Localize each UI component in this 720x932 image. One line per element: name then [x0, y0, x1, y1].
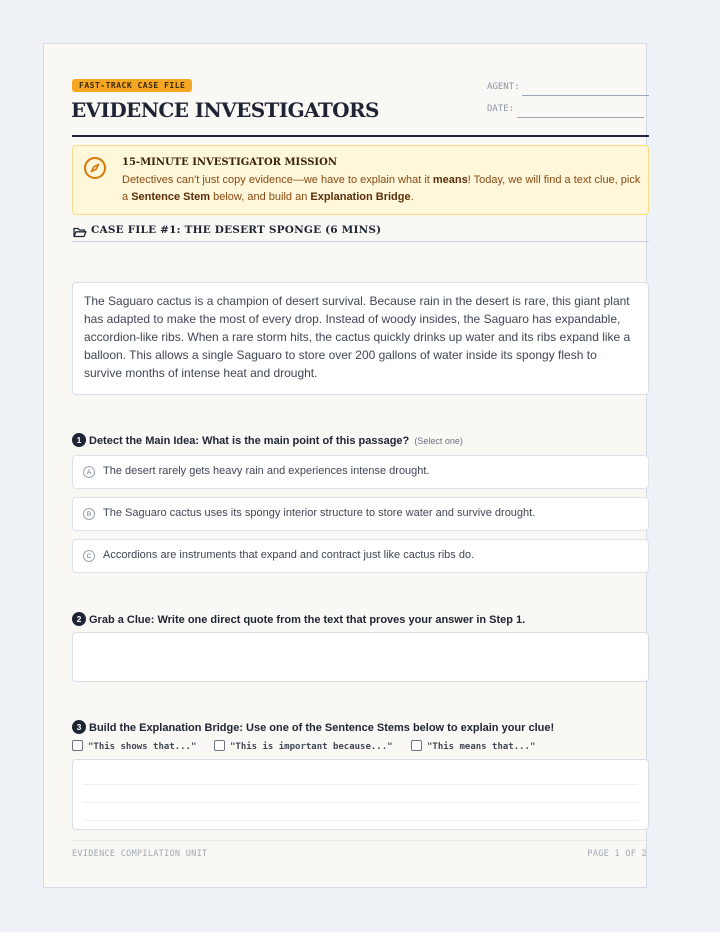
step-2-prompt: 2 Grab a Clue: Write one direct quote from the text that proves your answer in Step 1. — [72, 612, 525, 626]
option-text: The Saguaro cactus uses its spongy interior structure to store water and survive drought. — [103, 507, 536, 519]
mission-text: Detectives can't just copy evidence—we have to explain what it means! Today, we will find a text clue, pick a Sentence Stem below, and build an Explanation Bridge. — [122, 174, 641, 203]
option-letter: C — [83, 550, 95, 562]
option-b[interactable] — [72, 497, 649, 531]
writing-line — [83, 802, 638, 803]
stem-option-1[interactable]: "This shows that..." — [72, 740, 196, 752]
option-a[interactable] — [72, 455, 649, 489]
mission-title: 15-MINUTE INVESTIGATOR MISSION — [122, 157, 337, 168]
writing-line — [83, 820, 638, 821]
footer-unit-label: EVIDENCE COMPILATION UNIT — [72, 849, 208, 859]
date-field[interactable] — [517, 117, 644, 118]
header-divider — [72, 135, 649, 137]
clue-answer-box[interactable] — [72, 632, 649, 682]
checkbox[interactable] — [214, 740, 225, 751]
writing-line — [83, 784, 638, 785]
mission-callout — [72, 145, 649, 215]
checkbox[interactable] — [411, 740, 422, 751]
compass-icon — [84, 157, 106, 179]
case-divider — [72, 241, 649, 242]
step-3-prompt: 3 Build the Explanation Bridge: Use one of the Sentence Stems below to explain your clue! — [72, 720, 554, 734]
reading-passage: The Saguaro cactus is a champion of desert survival. Because rain in the desert is rare, this giant plant has adapted to make the most of every drop. Instead of woody insides, the Saguaro has expandable, accordion-like ribs. When a rare storm hits, the cactus quickly drinks up water and its ribs expand like a balloon. This allows a single Saguaro to store over 200 gallons of water inside its spongy flesh to survive months of intense heat and drought. — [72, 282, 649, 395]
agent-field[interactable] — [522, 95, 649, 96]
stem-option-2[interactable]: "This is important because..." — [214, 740, 393, 752]
select-one-hint: (Select one) — [414, 436, 463, 446]
page-number: PAGE 1 OF 2 — [587, 849, 647, 859]
footer-divider — [72, 840, 649, 841]
option-letter: B — [83, 508, 95, 520]
case-file-heading: CASE FILE #1: THE DESERT SPONGE (6 MINS) — [91, 224, 382, 236]
agent-label: AGENT: — [487, 82, 520, 92]
step-number-badge: 1 — [72, 433, 86, 447]
option-text: The desert rarely gets heavy rain and experiences intense drought. — [103, 465, 430, 477]
option-c[interactable] — [72, 539, 649, 573]
page-title: EVIDENCE INVESTIGATORS — [71, 98, 379, 122]
option-letter: A — [83, 466, 95, 478]
explanation-answer-box[interactable] — [72, 759, 649, 830]
step-1-prompt: 1 Detect the Main Idea: What is the main point of this passage? (Select one) — [72, 433, 463, 447]
worksheet-page — [43, 43, 647, 888]
step-number-badge: 3 — [72, 720, 86, 734]
date-label: DATE: — [487, 104, 515, 114]
case-file-badge: FAST-TRACK CASE FILE — [72, 79, 192, 92]
checkbox[interactable] — [72, 740, 83, 751]
option-text: Accordions are instruments that expand and contract just like cactus ribs do. — [103, 549, 475, 561]
step-number-badge: 2 — [72, 612, 86, 626]
stem-option-3[interactable]: "This means that..." — [411, 740, 535, 752]
